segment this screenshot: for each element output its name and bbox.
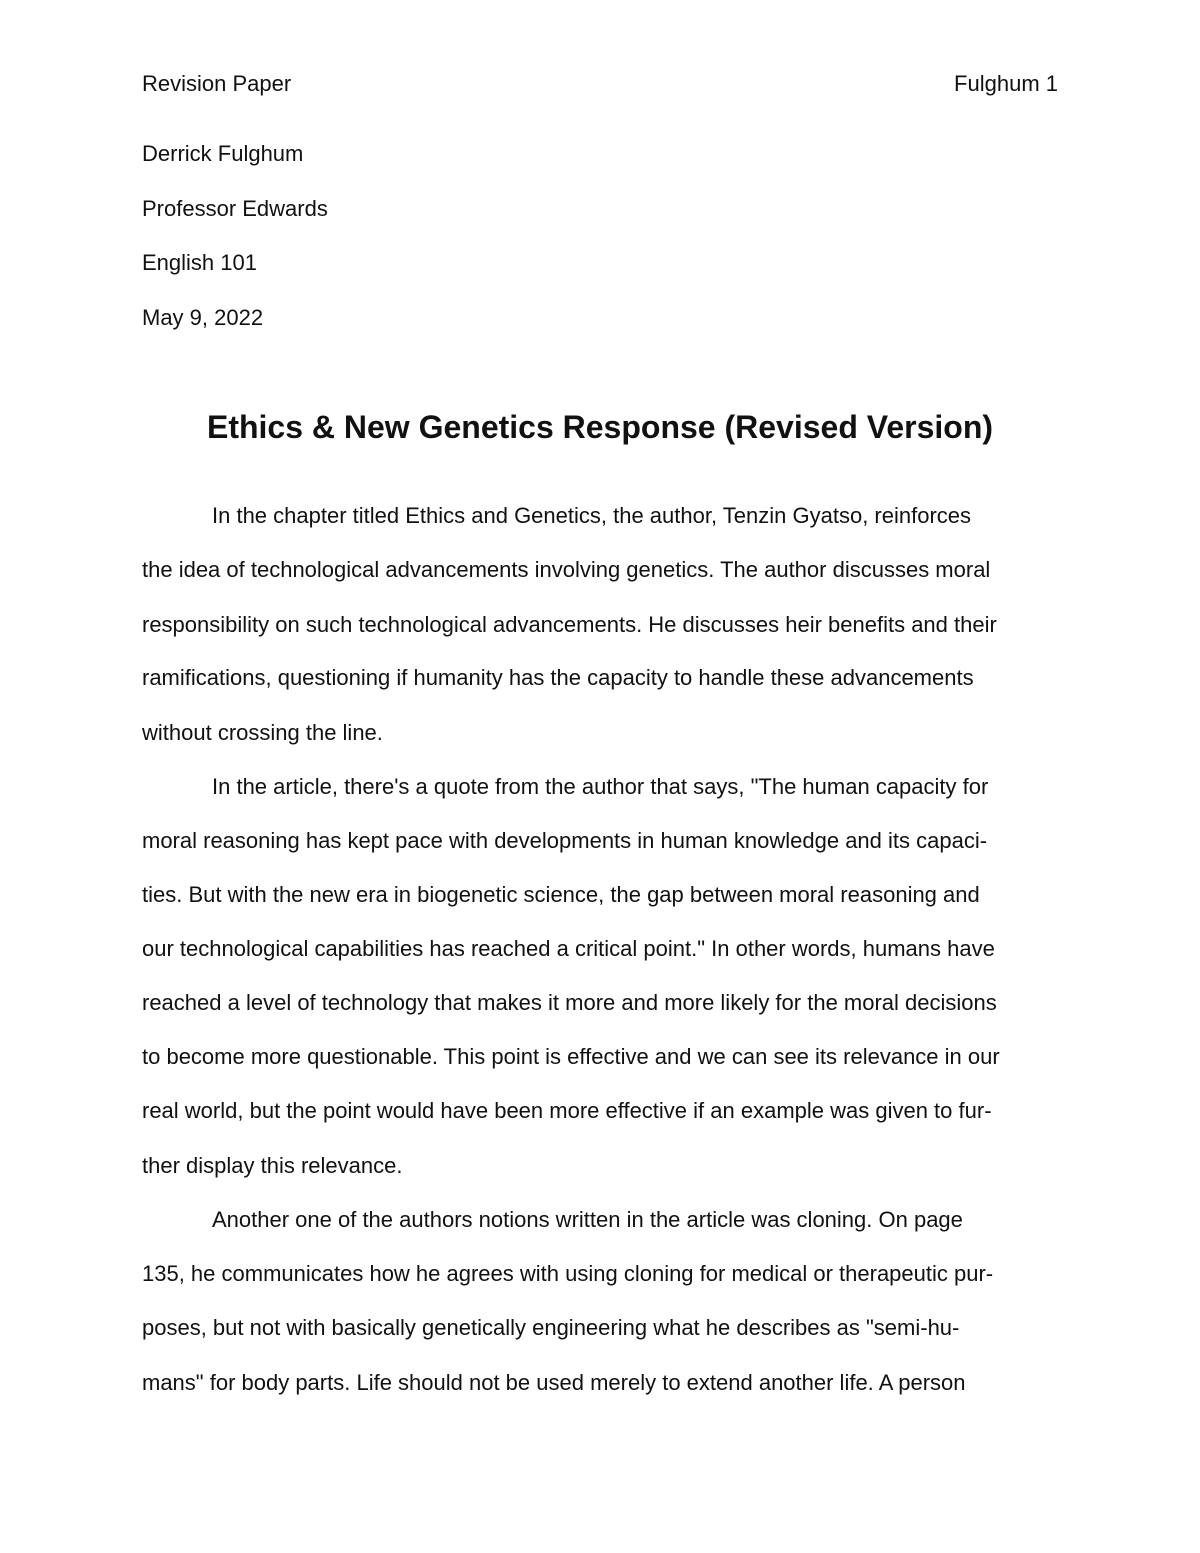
body-line: the idea of technological advancements involving genetics. The author discusses moral (142, 557, 991, 582)
document-title: Ethics & New Genetics Response (Revised Version) (206, 409, 994, 445)
body-line: to become more questionable. This point is effective and we can see its relevance in our (142, 1044, 1000, 1069)
body-line: our technological capabilities has reached a critical point." In other words, humans have (142, 936, 995, 961)
body-line: In the chapter titled Ethics and Genetics, the author, Tenzin Gyatso, reinforces (212, 503, 972, 528)
document-date: May 9, 2022 (142, 305, 264, 330)
author-name: Derrick Fulghum (142, 141, 304, 166)
professor-name: Professor Edwards (142, 196, 328, 221)
body-line: ties. But with the new era in biogenetic science, the gap between moral reasoning and (142, 882, 980, 907)
body-line: ther display this relevance. (142, 1153, 403, 1178)
body-line: mans" for body parts. Life should not be used merely to extend another life. A person (142, 1370, 966, 1395)
course-name: English 101 (142, 250, 257, 275)
running-header-page-number: Fulghum 1 (954, 71, 1058, 96)
body-line: without crossing the line. (142, 720, 383, 745)
body-line: moral reasoning has kept pace with developments in human knowledge and its capaci- (142, 828, 988, 853)
body-line: In the article, there's a quote from the author that says, "The human capacity for (212, 774, 989, 799)
body-line: 135, he communicates how he agrees with using cloning for medical or therapeutic pur- (142, 1261, 994, 1286)
body-line: ramifications, questioning if humanity has the capacity to handle these advancements (142, 665, 974, 690)
body-line: Another one of the authors notions written in the article was cloning. On page (212, 1207, 963, 1232)
body-line: real world, but the point would have been more effective if an example was given to fur- (142, 1098, 992, 1123)
body-line: poses, but not with basically genetically engineering what he describes as "semi-hu- (142, 1315, 960, 1340)
body-line: responsibility on such technological advancements. He discusses heir benefits and their (142, 612, 997, 637)
body-line: reached a level of technology that makes it more and more likely for the moral decisions (142, 990, 997, 1015)
running-header-left: Revision Paper (142, 71, 292, 96)
